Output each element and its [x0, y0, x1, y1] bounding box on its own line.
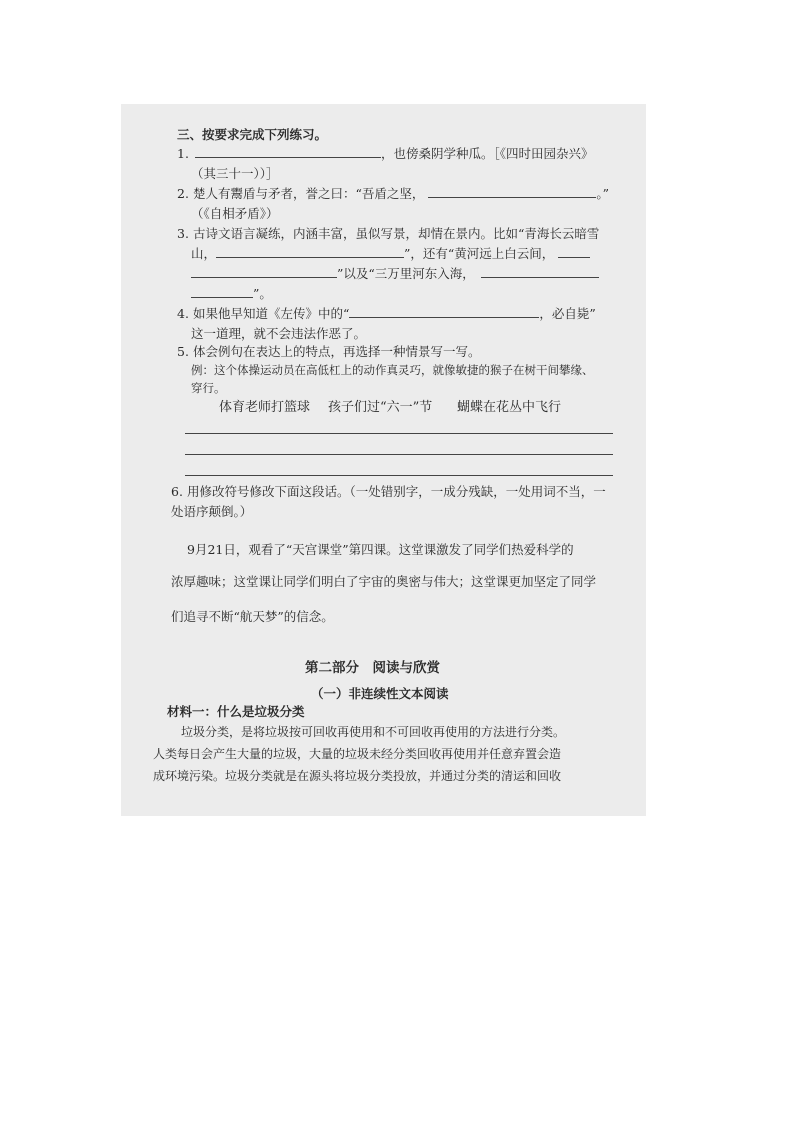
question-2-text: 楚人有鬻盾与矛者，誉之曰：“吾盾之坚， [192, 186, 425, 201]
scenario-2: 孩子们过“六一”节 [328, 400, 433, 415]
exercise-heading: 三、按要求完成下列练习。 [177, 127, 328, 142]
question-5-example-1: 例：这个体操运动员在高低杠上的动作真灵巧，就像敏捷的猴子在树干间攀缘、 [191, 363, 594, 377]
question-3 [177, 226, 599, 242]
question-3-line3 [191, 266, 599, 282]
answer-blank-3a[interactable] [216, 246, 404, 258]
material-text-2: 人类每日会产生大量的垃圾，大量的垃圾未经分类回收再使用并任意弃置会造 [153, 747, 562, 761]
question-2-number: 2. [177, 186, 189, 201]
part-2-title: 第二部分 阅读与欣赏 [305, 660, 440, 676]
question-3-number: 3. [177, 226, 189, 241]
question-3-text-mid2: ”以及“三万里河东入海， [337, 266, 475, 281]
question-2-end: 。” [596, 186, 609, 201]
scenario-3: 蝴蝶在花丛中飞行 [457, 400, 562, 415]
question-4-line2: 这一道理，就不会违法作恶了。 [191, 326, 367, 341]
question-3-text-start: 山， [191, 246, 217, 261]
question-5 [177, 344, 480, 360]
question-3-text: 古诗文语言凝练，内涵丰富，虽似写景，却情在景内。比如“青海长云暗雪 [192, 226, 600, 241]
question-2 [177, 186, 609, 202]
scenario-1: 体育老师打篮球 [219, 400, 311, 415]
material-text-3: 成环境污染。垃圾分类就是在源头将垃圾分类投放，并通过分类的清运和回收 [153, 769, 562, 783]
question-4-end: ，必自毙” [539, 306, 596, 321]
section-1-title: （一）非连续性文本阅读 [311, 686, 449, 701]
paragraph-line-2: 浓厚趣味；这堂课让同学们明白了宇宙的奥密与伟大；这堂课更加坚定了同学 [171, 574, 597, 589]
question-6 [171, 484, 606, 500]
answer-blank-3b-start[interactable] [558, 246, 590, 258]
question-1-number: 1. [177, 146, 189, 161]
material-1-title: 材料一：什么是垃圾分类 [167, 704, 305, 719]
question-4-number: 4. [177, 306, 189, 321]
question-3-line4 [191, 286, 272, 302]
paragraph-line-1: 9月21日，观看了“天宫课堂”第四课。这堂课激发了同学们热爱科学的 [187, 542, 574, 557]
question-1-source: （其三十一））］ [191, 166, 279, 181]
paragraph-line-3: 们追寻不断“航天梦”的信念。 [171, 609, 334, 624]
material-text-1: 垃圾分类，是将垃圾按可回收再使用和不可回收再使用的方法进行分类。 [181, 725, 566, 739]
question-6-prompt: 用修改符号修改下面这段话。（一处错别字，一成分残缺，一处用词不当，一 [186, 484, 606, 499]
writing-line-2[interactable] [185, 454, 613, 455]
question-2-source: （《自相矛盾》） [191, 206, 279, 221]
question-3-text-end: ”。 [253, 286, 272, 301]
question-1 [177, 146, 593, 162]
question-5-example-2: 穿行。 [191, 381, 226, 395]
question-6-prompt-line2: 处语序颠倒。） [171, 504, 253, 519]
answer-blank-3c-start[interactable] [481, 266, 599, 278]
question-1-text: ，也傍桑阴学种瓜。［《四时田园杂兴》 [380, 146, 594, 161]
question-5-prompt: 体会例句在表达上的特点，再选择一种情景写一写。 [192, 344, 481, 359]
scanned-page-photo [121, 104, 646, 816]
question-4 [177, 306, 596, 322]
question-3-line2 [191, 246, 590, 262]
writing-line-3[interactable] [185, 475, 613, 476]
answer-blank-3b[interactable] [191, 266, 337, 278]
question-3-text-mid: ”，还有“黄河远上白云间， [404, 246, 555, 261]
answer-blank-2[interactable] [428, 186, 596, 198]
worksheet-content [121, 104, 646, 816]
question-6-number: 6. [171, 484, 183, 499]
writing-line-1[interactable] [185, 433, 613, 434]
answer-blank-4[interactable] [349, 306, 539, 318]
answer-blank-3c[interactable] [191, 286, 253, 298]
question-5-number: 5. [177, 344, 189, 359]
question-4-text: 如果他早知道《左传》中的“ [192, 306, 350, 321]
answer-blank-1[interactable] [195, 146, 381, 158]
